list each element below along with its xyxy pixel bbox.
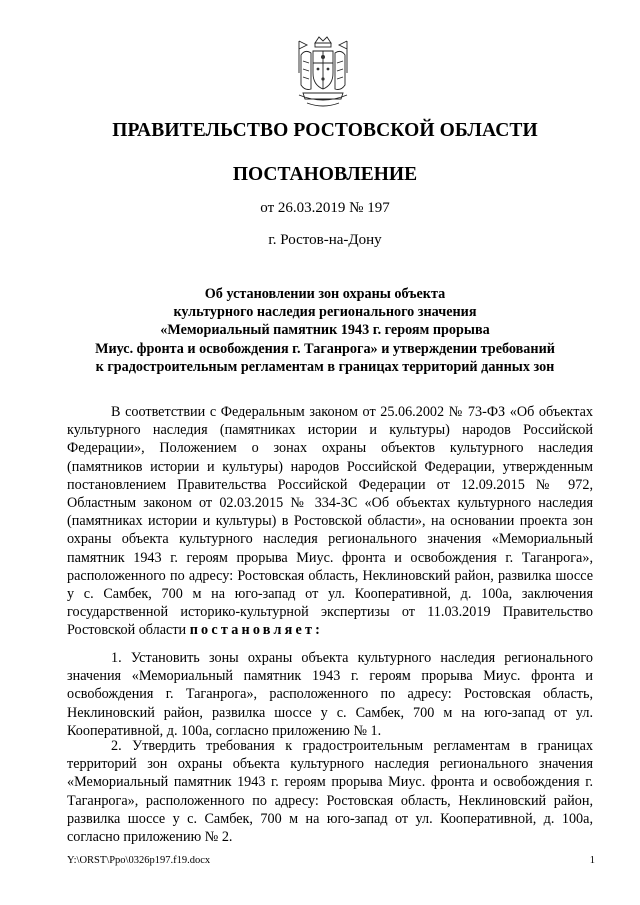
document-type: ПОСТАНОВЛЕНИЕ — [232, 164, 418, 185]
preamble-text: В соответствии с Федеральным законом от 25.06.2002 № 73-ФЗ «Об объектах культурного наследия (памятниках истории и культуры) народов Российской Федерации», Положением о зонах охраны объектов культурного наследия (памятников истории и культуры) народов Российской Федерации, утвержденным постановлением Правительства Российской Федерации от 12.09.2015 № 972, Областным законом от 02.03.2015 № 334-ЗС «Об объектах культурного наследия (памятниках истории и культуры) в Ростовской области», на основании проекта зон охраны объекта культурного наследия регионального значения «Мемориальный памятник 1943 г. героям прорыва Миус. фронта и освобождения г. Таганрога», расположенного по адресу: Ростовская область, Неклиновский район, развилка шоссе у с. Самбек, 700 м на юго-запад от ул. Кооперативной, д. 100а, заключения государственной историко-культурной экспертизы от 11.03.2019 Правительство Ростовской области — [67, 404, 593, 639]
subject-line: культурного наследия регионального значения — [173, 304, 477, 321]
subject-line: Миус. фронта и освобождения г. Таганрога» и утверждении требований — [95, 340, 555, 357]
document-city: г. Ростов-на-Дону — [268, 232, 382, 248]
item-2-paragraph: 2. Утвердить требования к градостроительным регламентам в границах территорий зон охраны объекта культурного наследия регионального значения «Мемориальный памятник 1943 г. героям прорыва Миус. фронта и освобождения г. Таганрога», расположенного по адресу: Ростовская область, Неклиновский район, развилка шоссе у с. Самбек, 700 м на юго-запад от ул. Кооперативной, д. 100а, согласно приложению № 2. — [67, 738, 593, 846]
footer-file-path: Y:\ORST\Ppo\0326p197.f19.docx — [67, 855, 211, 866]
organization-title: ПРАВИТЕЛЬСТВО РОСТОВСКОЙ ОБЛАСТИ — [112, 120, 538, 141]
preamble-paragraph — [67, 403, 593, 640]
subject-line: к градостроительным регламентам в границах территорий данных зон — [95, 358, 555, 375]
document-subject — [60, 285, 590, 376]
rostov-oblast-coat-of-arms-icon — [293, 33, 353, 111]
resolves-word: постановляет: — [189, 622, 324, 639]
item-1-paragraph: 1. Установить зоны охраны объекта культурного наследия регионального значения «Мемориальный памятник 1943 г. героям прорыва Миус. фронта и освобождения г. Таганрога», расположенного по адресу: Ростовская область, Неклиновский район, развилка шоссе у с. Самбек, 700 м на юго-запад от ул. Кооперативной, д. 100а, согласно приложению № 1. — [67, 650, 593, 739]
footer-page-number: 1 — [589, 855, 595, 866]
subject-line: «Мемориальный памятник 1943 г. героям прорыва — [160, 322, 490, 339]
document-date-number: от 26.03.2019 № 197 — [260, 200, 390, 216]
subject-line: Об установлении зон охраны объекта — [204, 286, 446, 302]
